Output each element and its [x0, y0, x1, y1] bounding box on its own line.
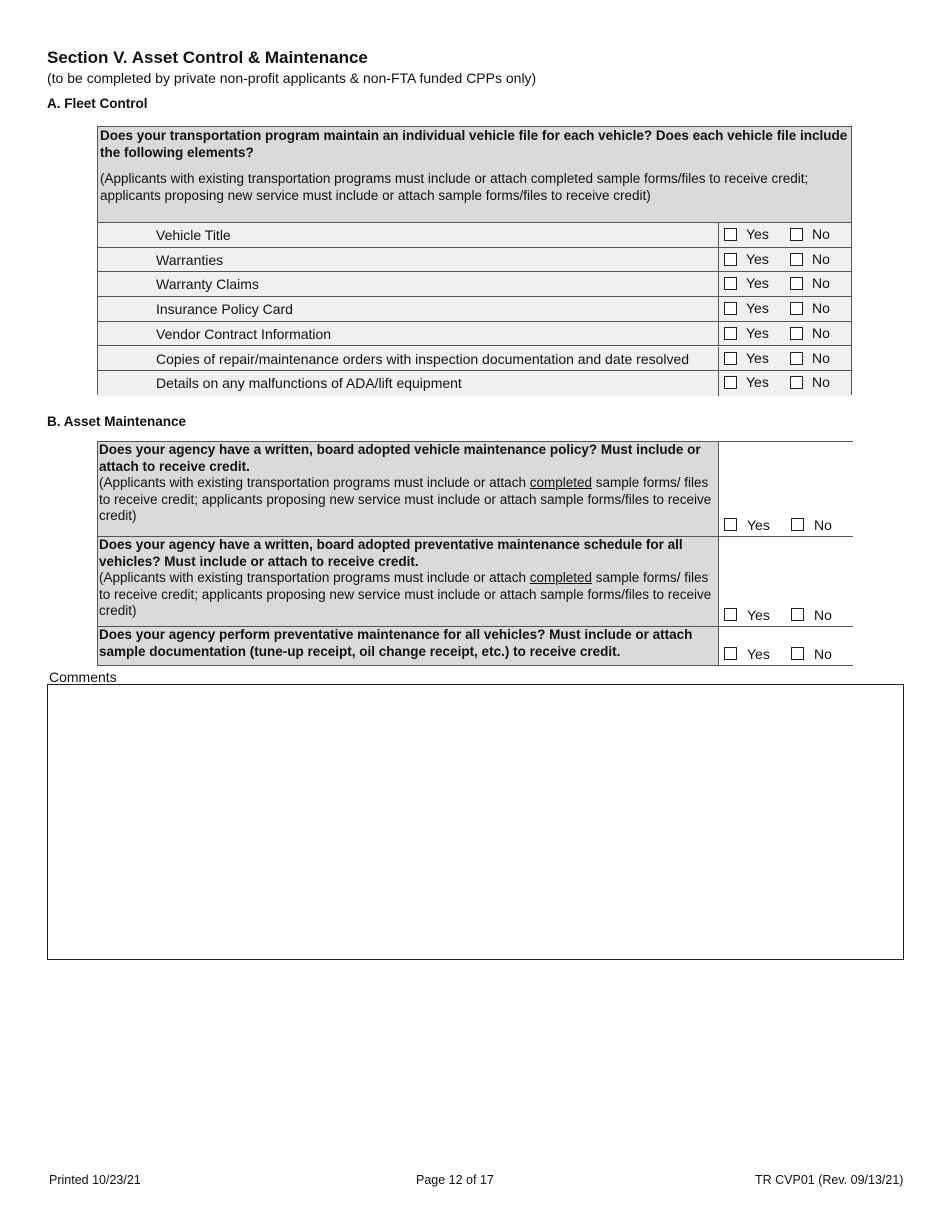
- fleet-item-row: [98, 322, 851, 347]
- section-title: Section V. Asset Control & Maintenance: [47, 48, 368, 67]
- yes-label: Yes: [746, 275, 769, 292]
- fleet-item-row: [98, 223, 851, 248]
- no-checkbox[interactable]: [791, 608, 804, 621]
- yes-label: Yes: [747, 646, 770, 662]
- fleet-item-label: Vehicle Title: [156, 227, 231, 243]
- yes-checkbox[interactable]: [724, 518, 737, 531]
- fleet-item-row: [98, 347, 851, 372]
- asset-note: (Applicants with existing transportation programs must include or attach completed sample forms/ files to receive credit; applicants proposing new service must include or attach sample forms/files to receive credit): [99, 570, 712, 618]
- asset-question: Does your agency have a written, board adopted vehicle maintenance policy? Must include or attach to receive credit.: [99, 442, 701, 474]
- asset-row-preventative-schedule: [98, 537, 852, 627]
- no-checkbox[interactable]: [790, 352, 803, 365]
- fleet-item-label: Details on any malfunctions of ADA/lift equipment: [156, 375, 462, 392]
- yes-label: Yes: [746, 250, 769, 267]
- yes-checkbox[interactable]: [724, 376, 737, 389]
- no-checkbox[interactable]: [790, 302, 803, 315]
- comments-label: Comments: [49, 669, 117, 685]
- yes-label: Yes: [746, 374, 769, 391]
- no-label: No: [814, 646, 832, 662]
- fleet-question-header: [98, 127, 851, 223]
- asset-note: (Applicants with existing transportation programs must include or attach completed sample forms/ files to receive credit; applicants proposing new service must include or attach sample forms/files to receive credit): [99, 475, 712, 523]
- footer-form-id: TR CVP01 (Rev. 09/13/21): [755, 1173, 904, 1187]
- no-label: No: [812, 324, 830, 341]
- no-label: No: [814, 607, 832, 623]
- yes-label: Yes: [746, 349, 769, 366]
- footer-page-number: Page 12 of 17: [416, 1173, 494, 1187]
- no-label: No: [812, 250, 830, 267]
- yes-label: Yes: [746, 324, 769, 341]
- yes-checkbox[interactable]: [724, 608, 737, 621]
- asset-row-text: [98, 627, 718, 665]
- no-checkbox[interactable]: [790, 277, 803, 290]
- fleet-item-label: Insurance Policy Card: [156, 301, 293, 318]
- yes-label: Yes: [746, 300, 769, 317]
- asset-row-text: [98, 442, 718, 536]
- asset-row-maintenance-policy: [98, 442, 852, 537]
- yes-no-cell: [718, 223, 852, 247]
- yes-checkbox[interactable]: [724, 327, 737, 340]
- yes-label: Yes: [746, 226, 769, 242]
- no-checkbox[interactable]: [790, 376, 803, 389]
- asset-maintenance-table: [97, 441, 853, 666]
- yes-no-cell: [718, 322, 852, 346]
- no-checkbox[interactable]: [791, 518, 804, 531]
- no-checkbox[interactable]: [790, 253, 803, 266]
- asset-question: Does your agency perform preventative maintenance for all vehicles? Must include or attach sample documentation (tune-up receipt, oil change receipt, etc.) to receive credit.: [99, 627, 693, 659]
- no-label: No: [812, 275, 830, 292]
- asset-row-text: [98, 537, 718, 626]
- yes-no-cell: [718, 537, 853, 626]
- comments-field[interactable]: [47, 684, 904, 960]
- asset-question: Does your agency have a written, board adopted preventative maintenance schedule for all vehicles? Must include or attach to receive credit.: [99, 537, 683, 569]
- yes-checkbox[interactable]: [724, 277, 737, 290]
- fleet-item-label: Warranty Claims: [156, 276, 259, 293]
- section-subtitle: (to be completed by private non-profit applicants & non-FTA funded CPPs only): [47, 70, 537, 86]
- yes-no-cell: [718, 627, 853, 665]
- yes-label: Yes: [747, 607, 770, 623]
- no-checkbox[interactable]: [791, 647, 804, 660]
- fleet-note: (Applicants with existing transportation programs must include or attach completed sample forms/files to receive credit; applicants proposing new service must include or attach sample forms/files to receive credit): [100, 171, 809, 203]
- yes-label: Yes: [747, 517, 770, 533]
- fleet-question: Does your transportation program maintain an individual vehicle file for each vehicle? Does each vehicle file include the following elements?: [100, 128, 848, 160]
- footer-printed-date: Printed 10/23/21: [49, 1173, 141, 1187]
- fleet-item-label: Vendor Contract Information: [156, 325, 332, 342]
- no-checkbox[interactable]: [790, 327, 803, 340]
- fleet-item-label: Warranties: [156, 251, 224, 268]
- yes-checkbox[interactable]: [724, 352, 737, 365]
- yes-checkbox[interactable]: [724, 253, 737, 266]
- asset-row-preventative-maintenance: [98, 627, 852, 665]
- no-label: No: [812, 226, 830, 242]
- fleet-item-row: [98, 248, 851, 273]
- fleet-item-row: [98, 272, 851, 297]
- fleet-control-heading: A. Fleet Control: [47, 96, 148, 111]
- yes-checkbox[interactable]: [724, 647, 737, 660]
- yes-no-cell: [718, 272, 852, 296]
- no-checkbox[interactable]: [790, 228, 803, 241]
- yes-checkbox[interactable]: [724, 302, 737, 315]
- no-label: No: [812, 300, 830, 317]
- no-label: No: [814, 517, 832, 533]
- yes-no-cell: [718, 347, 852, 371]
- fleet-item-row: [98, 371, 851, 396]
- yes-no-cell: [718, 248, 852, 272]
- yes-no-cell: [718, 297, 852, 321]
- yes-no-cell: [718, 442, 853, 536]
- no-label: No: [812, 349, 830, 366]
- fleet-item-label: Copies of repair/maintenance orders with inspection documentation and date resolved: [156, 350, 690, 367]
- yes-checkbox[interactable]: [724, 228, 737, 241]
- yes-no-cell: [718, 371, 852, 396]
- no-label: No: [812, 374, 830, 391]
- fleet-control-table: [97, 126, 852, 395]
- fleet-item-row: [98, 297, 851, 322]
- asset-maintenance-heading: B. Asset Maintenance: [47, 414, 187, 429]
